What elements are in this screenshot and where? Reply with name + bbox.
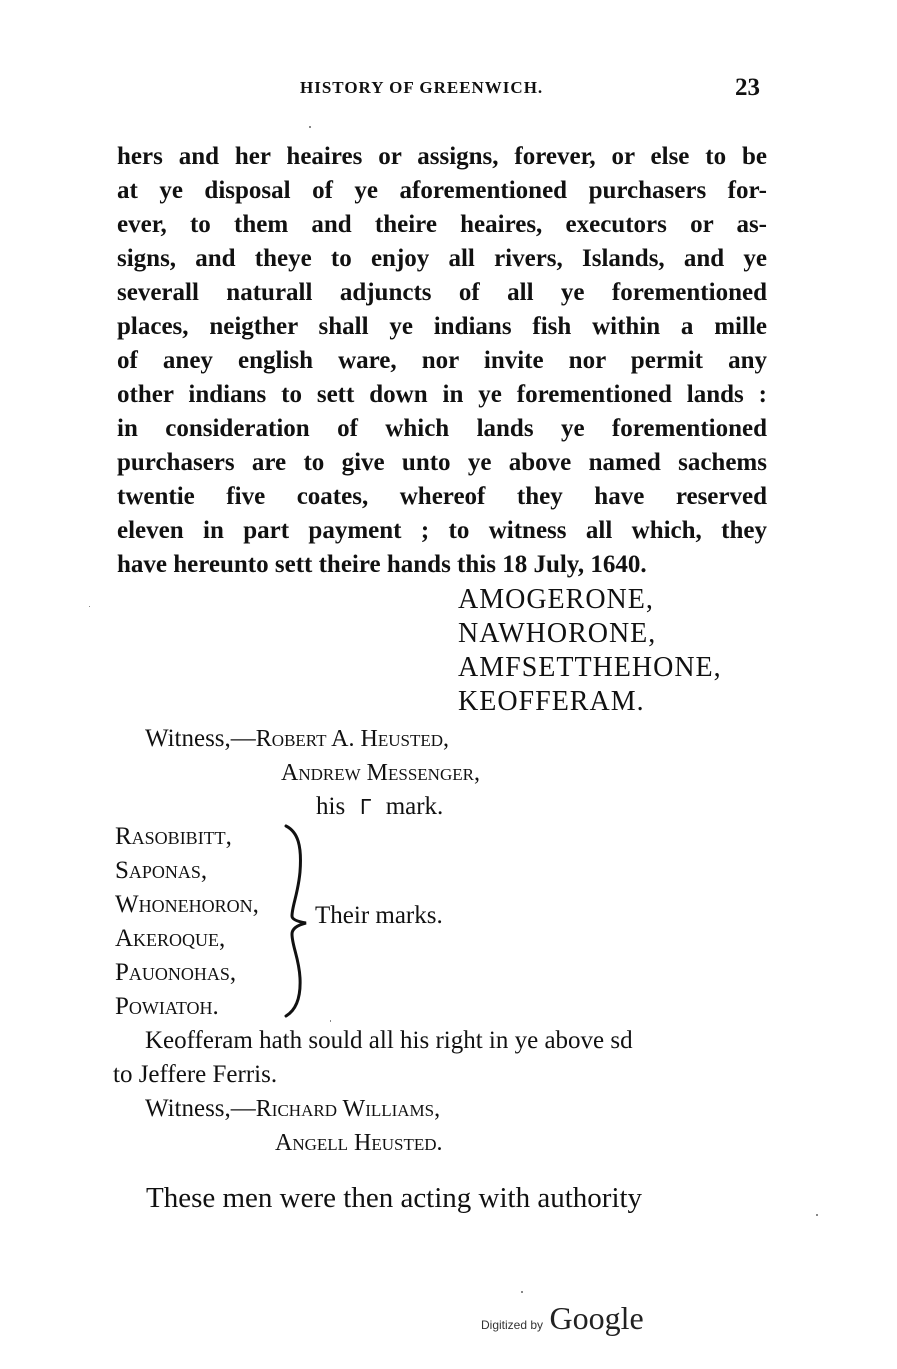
indian-name: Whonehoron, xyxy=(115,891,259,918)
witness2-line-2 xyxy=(275,1126,443,1160)
text-line: of aney english ware, nor invite nor permit any xyxy=(117,347,767,374)
signer-name: AMOGERONE, xyxy=(458,584,654,615)
main-paragraph xyxy=(117,140,767,582)
text-line: at ye disposal of ye aforementioned purchasers for- xyxy=(117,177,767,204)
print-speck xyxy=(89,606,90,607)
indian-name: Saponas, xyxy=(115,857,208,884)
indian-name: Akeroque, xyxy=(115,925,226,952)
curly-brace-icon xyxy=(280,822,310,1020)
text-line: other indians to sett down in ye forementioned lands : xyxy=(117,381,767,408)
witness-line-1 xyxy=(145,722,449,756)
text-line: purchasers are to give unto ye above named sachems xyxy=(117,449,767,476)
google-logo: Google xyxy=(549,1300,644,1336)
text-line: twentie five coates, whereof they have reserved xyxy=(117,483,767,510)
witness-name: Andrew Messenger, xyxy=(281,760,480,786)
running-title: HISTORY OF GREENWICH. xyxy=(300,78,544,97)
text-line: Keofferam hath sould all his right in ye above sd xyxy=(145,1027,633,1054)
signer-name: AMFSETTHEHONE, xyxy=(458,652,722,683)
page-number: 23 xyxy=(735,74,760,101)
print-speck xyxy=(816,1214,818,1216)
indian-name: Pauonohas, xyxy=(115,959,237,986)
signer-name: KEOFFERAM. xyxy=(458,686,645,717)
witness-name: Richard Williams, xyxy=(255,1096,441,1122)
text-line: signs, and theye to enjoy all rivers, Islands, and ye xyxy=(117,245,767,272)
text-line: places, neigther shall ye indians fish within a mille xyxy=(117,313,767,340)
text-line: eleven in part payment ; to witness all which, they xyxy=(117,517,767,544)
witness-name: Robert A. Heusted, xyxy=(255,726,450,752)
indian-names-list xyxy=(115,820,259,1024)
witness2-line-1 xyxy=(145,1092,440,1126)
text-line: have hereunto sett theire hands this 18 July, 1640. xyxy=(117,551,647,578)
mark-glyph: Γ xyxy=(359,795,372,819)
witness-mark-line xyxy=(316,790,443,824)
signers-list xyxy=(458,583,722,719)
print-speck xyxy=(521,1291,523,1293)
witness-prefix: Witness,— xyxy=(145,1095,256,1122)
final-line: These men were then acting with authority xyxy=(146,1182,643,1214)
text-line: hers and her heaires or assigns, forever, or else to be xyxy=(117,143,767,170)
text-line: ever, to them and theire heaires, executors or as- xyxy=(117,211,767,238)
print-speck xyxy=(330,1020,331,1022)
text-line: to Jeffere Ferris. xyxy=(113,1061,278,1088)
signer-name: NAWHORONE, xyxy=(458,618,657,649)
mark-word: mark. xyxy=(385,793,444,820)
witness-line-2 xyxy=(281,756,480,790)
their-marks-label: Their marks. xyxy=(315,902,443,929)
print-speck xyxy=(309,126,311,128)
text-line: in consideration of which lands ye forementioned xyxy=(117,415,767,442)
indian-name: Rasobibitt, xyxy=(115,823,232,850)
indian-name: Powiatoh. xyxy=(115,993,219,1020)
witness-prefix: Witness,— xyxy=(145,725,256,752)
mark-his: his xyxy=(316,793,346,820)
witness-name: Angell Heusted. xyxy=(275,1130,443,1156)
second-paragraph xyxy=(113,1024,758,1092)
text-line: severall naturall adjuncts of all ye forementioned xyxy=(117,279,767,306)
digitized-by-label: Digitized by xyxy=(481,1318,544,1332)
digitized-watermark xyxy=(481,1300,644,1337)
